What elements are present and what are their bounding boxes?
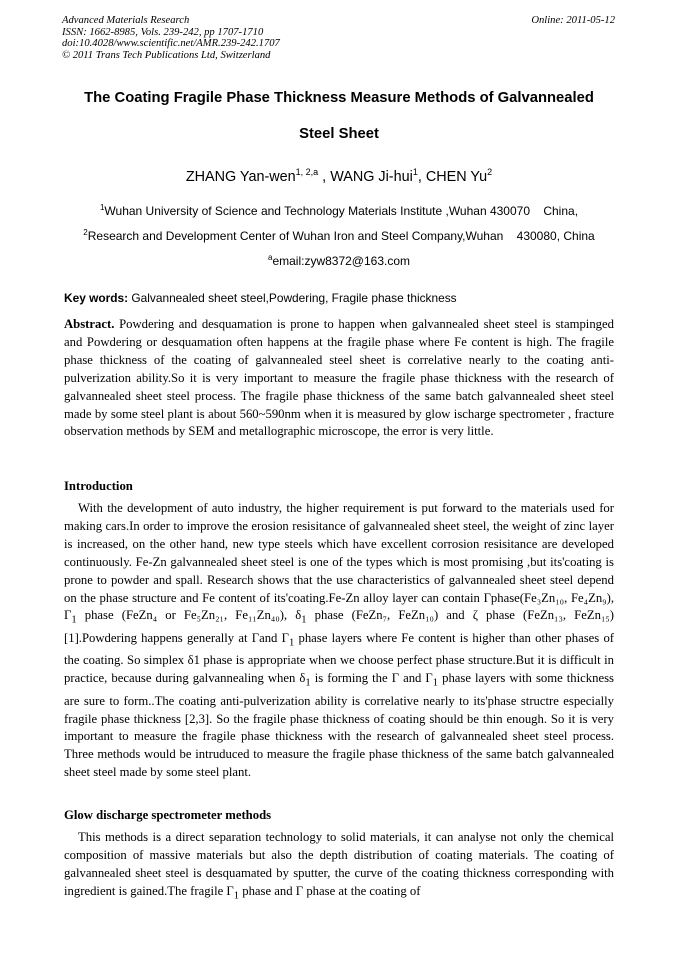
formula-fe11zn40: Fe₁₁Zn₄₀ xyxy=(235,608,280,623)
gamma-symbol: Γ xyxy=(295,883,304,898)
subscript-one: 1 xyxy=(432,677,439,689)
author-zhang-affil: 1, 2,a xyxy=(295,167,319,177)
abstract-paragraph xyxy=(64,316,614,441)
intro-text: 1 phase is appropriate when we choose perfect phase structure.But it is difficult in practice, because during galvannealing when xyxy=(64,653,614,686)
zeta-symbol: ζ xyxy=(472,608,478,623)
glow-text: phase and xyxy=(239,883,296,898)
author-wang-affil: 1 xyxy=(412,167,418,177)
online-date: Online: 2011-05-12 xyxy=(531,15,615,26)
intro-text: and xyxy=(259,630,282,645)
glow-text: This methods is a direct separation technology to solid materials, it can analyse not only the chemical composition of massive materials but also the depth distribution of coating materials. The coating of galvannealed sheet steel is desquamated by sputter, the curve of the coating thickness corresponding with ingredient is gained.The fragile xyxy=(64,830,614,898)
intro-text: , xyxy=(564,590,568,605)
intro-text: phase (FeZn₄ or Fe₅Zn₂₁, xyxy=(76,608,228,623)
intro-text: phase( xyxy=(490,590,525,605)
subscript-one: 1 xyxy=(233,890,240,902)
author-zhang: ZHANG Yan-wen xyxy=(185,169,296,185)
formula-fe3zn10: Fe₃Zn₁₀ xyxy=(524,590,565,605)
subscript-one: 1 xyxy=(71,614,77,626)
author-separator: , xyxy=(417,169,426,185)
intro-text: phase (FeZn₁₃, FeZn₁₅) [1].Powdering happens generally at xyxy=(64,608,615,645)
journal-name: Advanced Materials Research xyxy=(62,15,190,26)
gamma-symbol: Γ xyxy=(425,671,433,686)
author-separator: , xyxy=(318,169,331,185)
keywords-label: Key words: xyxy=(64,291,129,305)
email-mark: a xyxy=(267,253,273,262)
abstract-label: Abstract. xyxy=(64,317,115,331)
intro-text: phase layers where Fe content is higher than other phases of the coating. So simplex xyxy=(64,630,615,668)
journal-header xyxy=(62,15,280,61)
delta-symbol: δ xyxy=(187,653,194,668)
paper-title-line-1: The Coating Fragile Phase Thickness Measure Methods of Galvannealed xyxy=(84,90,594,106)
affiliation-1-mark: 1 xyxy=(99,203,105,212)
intro-text: ), xyxy=(606,590,614,605)
section-heading-introduction: Introduction xyxy=(64,479,133,493)
gamma-symbol: Γ xyxy=(64,608,72,623)
subscript-one: 1 xyxy=(288,637,295,649)
author-list xyxy=(0,167,678,185)
keywords xyxy=(64,291,457,305)
affiliation-1 xyxy=(0,203,678,218)
author-chen: CHEN Yu xyxy=(425,169,488,185)
abstract-text: Powdering and desquamation is prone to happen when galvannealed sheet steel is stampinged and Powdering or desquamation often happens at the fragile phase where Fe content is high. The fragile phase thickness of the coating of galvannealed steel sheet is correlative nearly to the coating anti-pulverization ability.So it is very important to measure the fragile phase thickness with the research of galvannealed sheet steel process. The fragile phase thickness of the same batch galvannealed sheet steel made by some steel plant is about 560~590nm when it is measured by glow ischarge spectrometer , fracture observation methods by SEM and metallographic microscope, the error is very little. xyxy=(64,317,614,439)
paper-title-line-2: Steel Sheet xyxy=(299,126,379,142)
intro-text: ), xyxy=(279,608,296,623)
intro-text: and xyxy=(399,671,426,686)
author-email xyxy=(0,253,678,268)
affiliation-2 xyxy=(0,228,678,243)
affiliation-1-text: Wuhan University of Science and Technology Materials Institute ,Wuhan 430070 China, xyxy=(104,204,579,218)
formula-fe4zn9: Fe₄Zn₉ xyxy=(567,590,607,605)
delta-symbol: δ xyxy=(295,608,302,623)
affiliation-2-mark: 2 xyxy=(83,228,88,237)
section-heading-glow-discharge: Glow discharge spectrometer methods xyxy=(64,808,272,822)
intro-text: phase layers with some thickness are sure to form..The coating anti-pulverization ability is correlative nearly to its'phase structre especially fragile phase thickness [2,3]. So the fragile phase thickness of coating should be thin enough. So it is very important to measure the fragile phase thickness with the research of galvannealed sheet steel process. Three methods would be intruduced to measure the fragile phase thickness of the same batch galvannealed sheet steel made by some steel plant. xyxy=(64,671,614,780)
intro-text: With the development of auto industry, the higher requirement is put forward to the materials used for making cars.In order to improve the erosion resisitance of galvannealed sheet steel, the weight of zinc layer is increased, on the other hand, new type steels which have excellent corrosion resisitance are developed continuously. Fe-Zn galvannealed sheet steel is one of the types which is most promising ,but its'coating is prone to powder and spall. Research shows that the use characteristics of galvannealed sheet steel depend on the phase structure and Fe content of its'coating.Fe-Zn alloy layer can contain xyxy=(64,501,614,605)
intro-text: phase (FeZn₇, FeZn₁₀) and xyxy=(306,608,473,623)
author-wang: WANG Ji-hui xyxy=(330,169,413,185)
email-text: email:zyw8372@163.com xyxy=(272,254,411,268)
gamma-symbol: Γ xyxy=(226,883,234,898)
subscript-one: 1 xyxy=(305,677,311,689)
gamma-symbol: Γ xyxy=(391,671,400,686)
keywords-text: Galvannealed sheet steel,Powdering, Fragile phase thickness xyxy=(128,291,457,305)
gamma-symbol: Γ xyxy=(483,590,491,605)
intro-text: is forming the xyxy=(310,671,392,686)
copyright-line: © 2011 Trans Tech Publications Ltd, Switzerland xyxy=(62,49,271,61)
doi-line: doi:10.4028/www.scientific.net/AMR.239-242.1707 xyxy=(62,38,280,49)
glow-discharge-paragraph xyxy=(64,829,614,905)
author-chen-affil: 2 xyxy=(487,167,493,177)
issn-line: ISSN: 1662-8985, Vols. 239-242, pp 1707-1710 xyxy=(62,26,264,38)
subscript-one: 1 xyxy=(301,614,307,626)
introduction-paragraph xyxy=(64,500,614,782)
gamma-symbol: Γ xyxy=(281,630,289,645)
gamma-symbol: Γ xyxy=(251,630,260,645)
affiliation-2-text: Research and Development Center of Wuhan Iron and Steel Company,Wuhan 430080, China xyxy=(87,229,595,243)
glow-text: phase at the coating of xyxy=(303,883,421,898)
delta-symbol: δ xyxy=(299,671,306,686)
